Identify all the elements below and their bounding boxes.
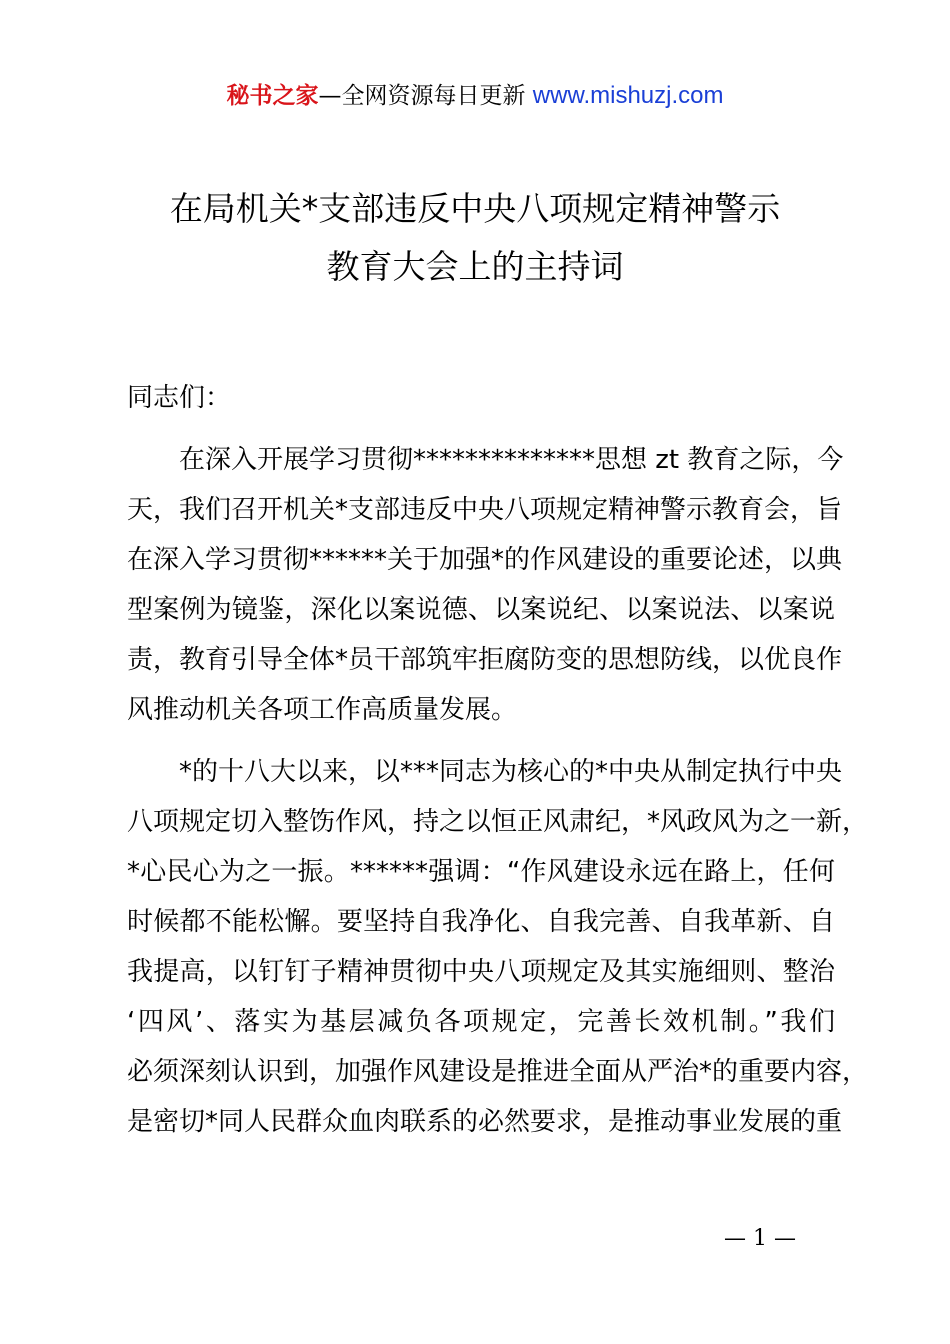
header-tagline: 全网资源每日更新 <box>341 83 526 109</box>
paragraph-line: 责，教育引导全体*员干部筑牢拒腐防变的思想防线，以优良作 <box>127 645 843 675</box>
paragraph-line: *心民心为之一振。******强调：“作风建设永远在路上，任何 <box>127 857 835 887</box>
paragraph-line: 在深入开展学习贯彻**************思想 zt 教育之际，今 <box>127 445 844 475</box>
paragraph-line: 是密切*同人民群众血肉联系的必然要求，是推动事业发展的重 <box>127 1107 843 1137</box>
paragraph-line: 时候都不能松懈。要坚持自我净化、自我完善、自我革新、自 <box>127 907 835 937</box>
paragraph-line: 必须深刻认识到，加强作风建设是推进全面从严治*的重要内容， <box>127 1057 869 1087</box>
brand-name: 秘书之家 <box>226 83 319 109</box>
paragraph-line: 天，我们召开机关*支部违反中央八项规定精神警示教育会，旨 <box>127 495 843 525</box>
paragraph-line: 型案例为镜鉴，深化以案说德、以案说纪、以案说法、以案说 <box>127 595 835 625</box>
page-number: — 1 — <box>724 1226 796 1251</box>
paragraph-line: 八项规定切入整饬作风，持之以恒正风肃纪，*风政风为之一新， <box>127 807 869 837</box>
paragraph-line: 在深入学习贯彻******关于加强*的作风建设的重要论述，以典 <box>127 545 843 575</box>
paragraph-line: *的十八大以来，以***同志为核心的*中央从制定执行中央 <box>127 757 843 787</box>
document-body <box>127 373 869 1159</box>
title-line-1: 在局机关*支部违反中央八项规定精神警示 <box>169 189 781 228</box>
paragraph-2 <box>127 747 869 1147</box>
paragraph-1 <box>127 435 844 735</box>
paragraph-line: ‘四风’、落实为基层减负各项规定，完善长效机制。”我们 <box>127 1007 835 1037</box>
site-header <box>0 80 950 112</box>
document-title <box>60 180 890 296</box>
greeting: 同志们： <box>127 383 232 413</box>
header-dash: — <box>318 83 342 109</box>
paragraph-line: 我提高，以钉钉子精神贯彻中央八项规定及其实施细则、整治 <box>127 957 835 987</box>
site-url-link[interactable]: www.mishuzj.com <box>532 82 724 109</box>
title-line-2: 教育大会上的主持词 <box>326 247 624 286</box>
paragraph-line: 风推动机关各项工作高质量发展。 <box>127 695 518 725</box>
